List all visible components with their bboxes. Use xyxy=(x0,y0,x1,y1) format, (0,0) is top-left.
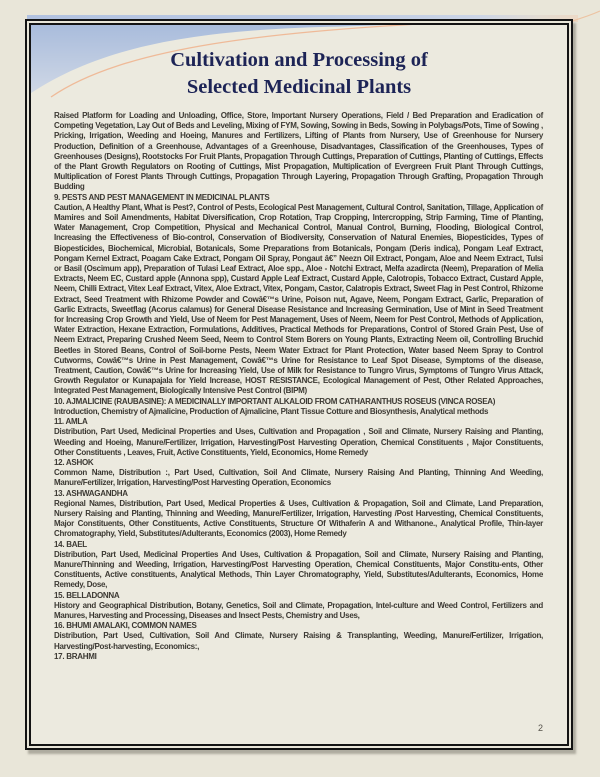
toc-paragraph: History and Geographical Distribution, Botany, Genetics, Soil and Climate, Propagation, Intel-culture and Weed Control, Fertilizers and Manures, Harvesting and Processing, Diseases and Insect Pests, Chemistry and Uses, xyxy=(54,600,543,620)
toc-paragraph: Distribution, Part Used, Medicinal Properties And Uses, Cultivation & Propagation, Soil and Climate, Nursery Raising and Planting, Manure/Thinning and Weeding, Irrigation, Harvesting/Post Harvesting Operation, Chemical Constituents, Major Constitu-ents, Other Constituents, Active constituents, Analytical Methods, Thin Layer Chromatography, Yield, Substitutes/Adulterants, Economics, Home Remedy, Dose, xyxy=(54,549,543,590)
page-frame-inner xyxy=(29,23,569,746)
page-title-line2: Selected Medicinal Plants xyxy=(186,75,412,98)
toc-paragraph: Introduction, Chemistry of Ajmalicine, Production of Ajmalicine, Plant Tissue Cotture and Biosynthesis, Analytical methods xyxy=(54,406,489,416)
toc-heading: 15. BELLADONNA xyxy=(54,590,120,600)
page-title xyxy=(31,47,567,100)
toc-heading: 11. AMLA xyxy=(54,417,88,427)
toc-paragraph: Caution, A Healthy Plant, What is Pest?, Control of Pests, Ecological Pest Management, Cultural Control, Sanitation, Tillage, Application of Mamires and Soil Amendments, Habitat Diversification, Crop Rotation, Trap Cropping, Intercropping, Strip Farming, Time of Planting, Water Management, Crop Competition, Physical and Mechanical Control, Manual Control, Burning, Flooding, Biological Control, Increasing the Effectiveness of Bio-control, Conservation of Biodiversity, Conservation of Natural Enemies, Biopesticides, Types of Biopesticides, Biochemical, Microbial, Botanicals, Some Preparations from Botanicals, Pongam (Deris indica), Pongam Leaf Extract, Pongam Kernel Extract, Poagam Cake Extract, Pongam Oil Spray, Pongaut â€” Neezn Oil Extract, Pongam, Aloe and Neem Extract, Tulsi or Basil (Oscimum app), Preparation of Tulasi Leaf Extract, Aloe spp., Aloe - Notchi Extract, Melfa azadircta (Neem), Preparation of Melia Extracts, Neem EC, Custard apple (Annona spp), Custard Apple Leaf Extract, Custard Apple, Calotropis, Tobacco Extract, Custard Apple, Neem, Chilli Extract, Vitex Leaf Extract, Vitex, Aloe Extract, Vitex, Pongam, Castor, Calatropis Extract, Sweet Flag in Pest Control, Rhizome Extract, Seed Treatment with Rhizome Powder and Cowâ€™s Urine, Poison nut, Agave, Neem, Pongam Extract, Garlic, Preparation of Garlic Extracts, Sweetflag (Acorus calamus) for General Disease Resistance and Increasing Germination, Use of Mint in Seed Treatment for Increasing Crop Growth and Yield, Use of Neem for Pest Management, Uses of Neem, Neem for Pest Control, Methods of Application, Water Extraction, Hexane Extraction, Formulations, Additives, Practical Methods for Preparations, Control of Stored Grain Pest, Use of Neem Extract, Preparing Crushed Neem Seed, Neem to Control Stem Borers on Young Plants, Extracting Neem oil, Controlling Bruchid Beetles in Stored Beans, Control of Soil-borne Pests, Neem Water Extract for Plant Protection, Water based Neem Spray to Control Cutworms, Cowâ€™s Urine in Pest Management, Cowâ€™s Urine for Resistance to Leaf Spot Disease, Symptoms of the disease, Treatment, Caution, Cowâ€™s Urine for Increasing Yield, Use of Milk for Resistance to Tungro Virus, Symptoms of Tungro Virus Attack, Growth Regulator or Kunapajala for Yield Increase, HOST RESISTANCE, Ecological Management of Pest, Other Related Approaches, Integrated Pest Management, Biologically Intensive Pest Control (BIPM) xyxy=(54,202,543,396)
toc-heading: 13. ASHWAGANDHA xyxy=(54,488,128,498)
decorative-swirl-outer-icon xyxy=(572,8,600,26)
toc-content xyxy=(54,111,543,662)
page-title-line1: Cultivation and Processing of xyxy=(170,49,428,71)
toc-paragraph: Distribution, Part Used, Medicinal Properties and Uses, Cultivation and Propagation , Soil and Climate, Nursery Raising and Planting, Weeding and Hoeing, Manure/Fertilizer, Irrigation, Harvesting/Post Harvesting Operation, Chemical Constituents , Major Constituents, Other Constituents , Leaves, Fruit, Active Constituents, Yield, Economics, Home Remedy xyxy=(54,427,543,457)
toc-heading: 9. PESTS AND PEST MANAGEMENT IN MEDICINAL PLANTS xyxy=(54,192,270,202)
toc-paragraph: Distribution, Part Used, Cultivation, Soil And Climate, Nursery Raising & Transplanting, Weeding, Manure/Fertilizer, Irrigation, Harvesting/Post-harvesting, Economics:, xyxy=(54,631,543,651)
page-number: 2 xyxy=(537,723,543,733)
page-frame xyxy=(25,19,573,750)
toc-heading: 14. BAEL xyxy=(54,539,87,549)
toc-heading: 16. BHUMI AMALAKI, COMMON NAMES xyxy=(54,621,197,631)
toc-heading: 17. BRAHMI xyxy=(54,651,97,661)
toc-paragraph: Common Name, Distribution :, Part Used, Cultivation, Soil And Climate, Nursery Raising And Planting, Thinning And Weeding, Manure/Fertilizer, Irrigation, Harvesting/Post Harvesting Operation, Economics xyxy=(54,468,543,488)
toc-paragraph: Raised Platform for Loading and Unloading, Office, Store, Important Nursery Operations, Field / Bed Preparation and Eradication of Competing Vegetation, Lay Out of Beds and Leveling, Mixing of FYM, Sowing, Sowing in Beds, Sowing in Polybags/Pots, Time of Sowing , Pricking, Irrigation, Weeding and Hoeing, Manures and Fertilizers, Lifting of Plants from Nursery, Use of Greenhouse for Nursery Production, Definition of a Greenhouse, Advantages of a Greenhouse, Disadvantages, Classification of the Greenhouses, Types of Greenhouses (Designs), Rootstocks For Fruit Plants, Propagation Through Cuttings, Preparation of Cuttings, Planting of Cuttings, Effects of the Plant Growth Regulators on Rooting of Cuttings, Mist Propagation, Multiplication of Evergreen Fruit Plant Through Cuttings, Multiplication of Forest Plants Through Cuttings, Propagation Through Layering, Propagation Through Grafting, Propagation Through Budding xyxy=(54,111,543,192)
toc-paragraph: Regional Names, Distribution, Part Used, Medical Properties & Uses, Cultivation & Propagation, Soil and Climate, Land Preparation, Nursery Raising and Planting, Thinning and Weeding, Manure/Fertilizer, Irrigation, Harvesting /Post Harvesting, Chemical Constituents, Major Constituents, Other Constituents, Active Constituents, Structure Of Withaferin A and Withanone., Analytical Profile, Thin-layer Chromatography, Yield, Substitutes/Adulterants, Economics (2003), Home Remedy xyxy=(54,498,543,539)
toc-heading: 12. ASHOK xyxy=(54,457,94,467)
toc-heading: 10. AJMALICINE (RAUBASINE): A MEDICINALLY IMPORTANT ALKALOID FROM CATHARANTHUS ROSEUS (VINCA ROSEA) xyxy=(54,396,496,406)
